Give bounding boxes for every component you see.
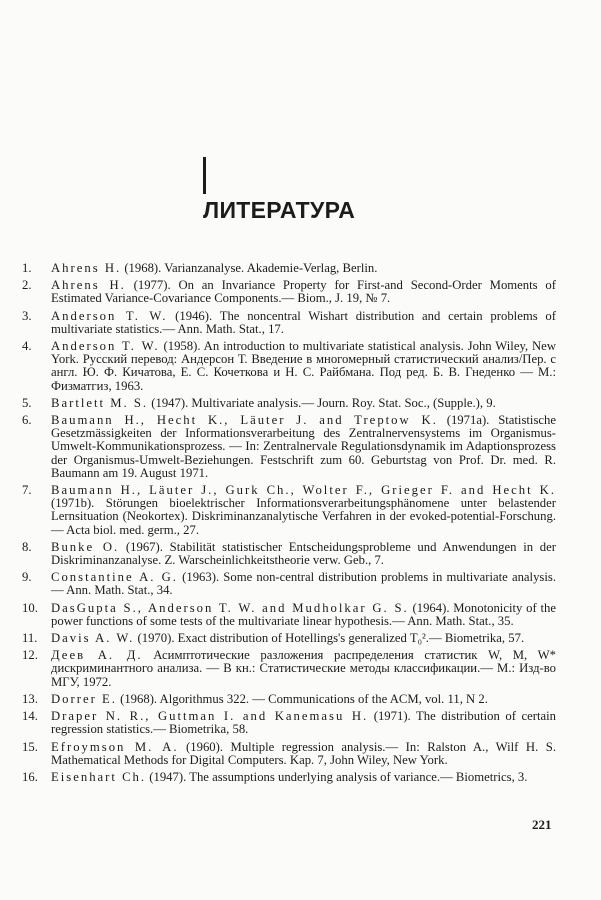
reference-number: 4. [22,339,32,354]
page-number: 221 [532,817,552,832]
reference-number: 7. [22,483,32,498]
reference-text: (1977). On an Invariance Property for First-and Second-Order Moments of Estimated Variance-Covariance Components.— Biom., J. 19, № 7. [51,278,556,306]
reference-item [22,397,556,410]
reference-text: (1971). The distribution of certain regression statistics.— Biometrika, 58. [51,709,556,737]
reference-author: Baumann H., Hecht K., Läuter J. and Treptow K. [51,413,438,428]
reference-item [22,310,556,336]
reference-author: Bartlett M. S. [51,395,149,410]
reference-item [22,710,556,736]
reference-text: (1968). Algorithmus 322. — Communications of the ACM, vol. 11, N 2. [116,691,488,706]
reference-item [22,602,556,628]
reference-number: 1. [22,261,32,275]
reference-item [22,632,556,645]
reference-text: (1971a). Statistische Gesetzmässigkeiten der Informationsverarbeitung des Zentralnervensystems im Organismus-Umwelt-Kommunikationsprozess. — In: Zentralnervale Regulationsdynamik im Adaptionsprozess der Organismus-Umwelt-Beziehungen. Festschrift zum 60. Geburtstag von Prof. Dr. med. R. Baumann am 19. August 1971. [51,413,556,480]
reference-number: 10. [22,600,38,615]
reference-author: Деев А. Д. [51,648,143,663]
reference-author: Efroymson M. A. [51,739,179,754]
reference-author: Dorrer E. [51,691,117,706]
reference-text: (1963). Some non-central distribution problems in multivariate analysis. — Ann. Math. Stat., 34. [51,570,556,598]
reference-item [22,414,556,480]
reference-text: (1964). Monotonicity of the power functions of some tests of the multivariate linear hypothesis.— Ann. Math. Stat., 35. [51,600,556,628]
reference-number: 9. [22,570,32,585]
reference-author: Constantine A. G. [51,570,178,585]
reference-author: DasGupta S., Anderson T. W. and Mudholkar G. S. [51,600,409,615]
reference-number: 14. [22,709,38,724]
reference-text: (1947). The assumptions underlying analysis of variance.— Biometrics, 3. [146,769,528,784]
reference-item [22,771,556,784]
reference-author: Anderson T. W. [51,308,168,323]
reference-item [22,484,556,537]
reference-text: (1958). An introduction to multivariate statistical analysis. John Wiley, New York. Русский перевод: Андерсон Т. Введение в многомерный статистический анализ/Пер. с англ. Ю. Ф. Кичатова, Е. С. Кочеткова и Н. С. Райбмана. Под ред. Б. В. Гнеденко — М.: Физматгиз, 1963. [51,339,556,393]
reference-number: 3. [22,308,32,323]
reference-item [22,649,556,689]
reference-author: Baumann H., Läuter J., Gurk Ch., Wolter F., Grieger F. and Hecht K. [51,483,556,498]
reference-number: 16. [22,769,38,784]
reference-author: Davis A. W. [51,631,135,646]
reference-number: 5. [22,395,32,410]
reference-author: Ahrens H. [51,261,122,275]
reference-text: (1971b). Störungen bioelektrischer Informationsverarbeitungsphänomene unter belastender Lernsituation (Neokortex). Diskriminanzanalytische Verfahren in der evoked-potential-Forschung. — Acta biol. med. germ., 27. [51,496,556,537]
reference-author: Ahrens H. [51,278,126,293]
reference-text: Асимптотические разложения распределения статистик W, M, W* дискриминантного анализа. — В кн.: Статистические методы классификации.— М.: Изд-во МГУ, 1972. [51,648,556,689]
reference-author: Bunke O. [51,539,120,554]
reference-text: (1968). Varianzanalyse. Akademie-Verlag, Berlin. [121,261,378,275]
reference-text: (1947). Multivariate analysis.— Journ. Roy. Stat. Soc., (Supple.), 9. [148,395,496,410]
reference-item [22,262,556,275]
reference-number: 8. [22,539,32,554]
reference-number: 15. [22,739,38,754]
reference-text: (1960). Multiple regression analysis.— In: Ralston A., Wilf H. S. Mathematical Methods for Digital Computers. Kap. 7, John Wiley, New York. [51,739,557,767]
reference-item [22,541,556,567]
reference-text: (1970). Exact distribution of Hotellings's generalized T₀².— Biometrika, 57. [134,631,525,646]
reference-author: Draper N. R., Guttman I. and Kanemasu H. [51,709,369,724]
page-title: ЛИТЕРАТУРА [203,197,356,223]
reference-item [22,279,556,305]
reference-item [22,340,556,393]
reference-item [22,693,556,706]
reference-text: (1967). Stabilität statistischer Entscheidungsprobleme und Anwendungen in der Diskriminanzanalyse. Z. Warscheinlichkeitstheorie verw. Geb., 7. [51,539,556,568]
reference-number: 11. [22,631,38,646]
reference-number: 6. [22,413,32,428]
reference-list [22,262,556,788]
reference-text: (1946). The noncentral Wishart distribution and certain problems of multivariate statistics.— Ann. Math. Stat., 17. [51,308,556,336]
reference-item [22,571,556,597]
reference-number: 2. [22,278,32,293]
title-bar-decoration [203,157,206,194]
reference-item [22,741,556,767]
reference-author: Eisenhart Ch. [51,769,147,784]
reference-number: 12. [22,648,38,663]
reference-number: 13. [22,691,38,706]
reference-author: Anderson T. W. [51,339,160,354]
